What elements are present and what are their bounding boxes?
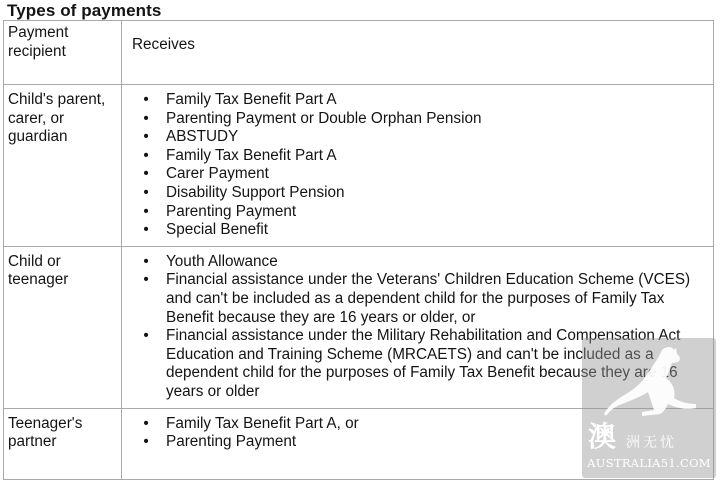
list-item	[122, 253, 709, 272]
table-row	[4, 85, 714, 247]
list-item	[122, 110, 709, 129]
benefit-text: Family Tax Benefit Part A	[166, 91, 337, 108]
benefit-text: Family Tax Benefit Part A	[166, 146, 337, 164]
list-item	[122, 271, 709, 327]
header-payment-recipient: Payment recipient	[4, 21, 122, 85]
benefit-text: Carer Payment	[166, 165, 269, 183]
benefit-text: Special Benefit	[166, 221, 269, 239]
benefit-text: Parenting Payment	[166, 433, 297, 451]
bullet-icon: •	[143, 91, 149, 108]
bullet-icon: •	[143, 414, 149, 432]
list-item	[122, 165, 709, 184]
recipient-cell: Child or teenager	[4, 246, 122, 408]
benefit-text: Youth Allowance	[166, 252, 278, 270]
benefit-text: ABSTUDY	[166, 128, 239, 146]
bullet-icon: •	[143, 146, 149, 164]
benefit-text: Disability Support Pension	[166, 183, 345, 201]
bullet-icon: •	[143, 202, 149, 220]
watermark-logo	[582, 338, 716, 478]
recipient-cell: Teenager's partner	[4, 408, 122, 479]
watermark-site: AUSTRALIA51.COM	[587, 456, 711, 470]
bullet-icon: •	[143, 128, 149, 146]
header-receives: Receives	[122, 21, 714, 85]
bullet-icon: •	[143, 433, 149, 451]
kangaroo-icon	[602, 344, 698, 424]
page-title: Types of payments	[7, 1, 162, 20]
watermark-chinese-big: 澳	[588, 420, 617, 453]
list-item	[122, 91, 709, 110]
bullet-icon: •	[143, 109, 149, 127]
benefit-text: Parenting Payment or Double Orphan Pension	[166, 109, 482, 127]
bullet-icon: •	[143, 221, 149, 239]
table-header-row	[4, 21, 714, 85]
benefit-text: Financial assistance under the Veterans' Children Education Scheme (VCES) and can't be included as a dependent child for the purposes of Family Tax Benefit because they are 16 years or older, or	[166, 271, 691, 326]
benefit-text: Parenting Payment	[166, 202, 297, 220]
list-item	[122, 221, 709, 240]
benefit-list	[122, 91, 709, 240]
benefit-text: Financial assistance under the Military Rehabilitation and Compensation Act Education and Training Scheme (MRCAETS) and can't be included as a dependent child for the purposes of Family Tax Benefit because they are 16 years or older	[166, 327, 681, 400]
list-item	[122, 184, 709, 203]
benefit-text: Family Tax Benefit Part A, or	[166, 414, 359, 432]
list-item	[122, 128, 709, 147]
bullet-icon: •	[143, 183, 149, 201]
list-item	[122, 203, 709, 222]
recipient-cell: Child's parent, carer, or guardian	[4, 85, 122, 247]
list-item	[122, 147, 709, 166]
bullet-icon: •	[143, 165, 149, 183]
bullet-icon: •	[143, 252, 149, 270]
watermark-chinese-small: 洲无忧	[626, 435, 677, 451]
receives-cell	[122, 85, 714, 247]
bullet-icon: •	[143, 327, 149, 345]
bullet-icon: •	[143, 271, 149, 289]
